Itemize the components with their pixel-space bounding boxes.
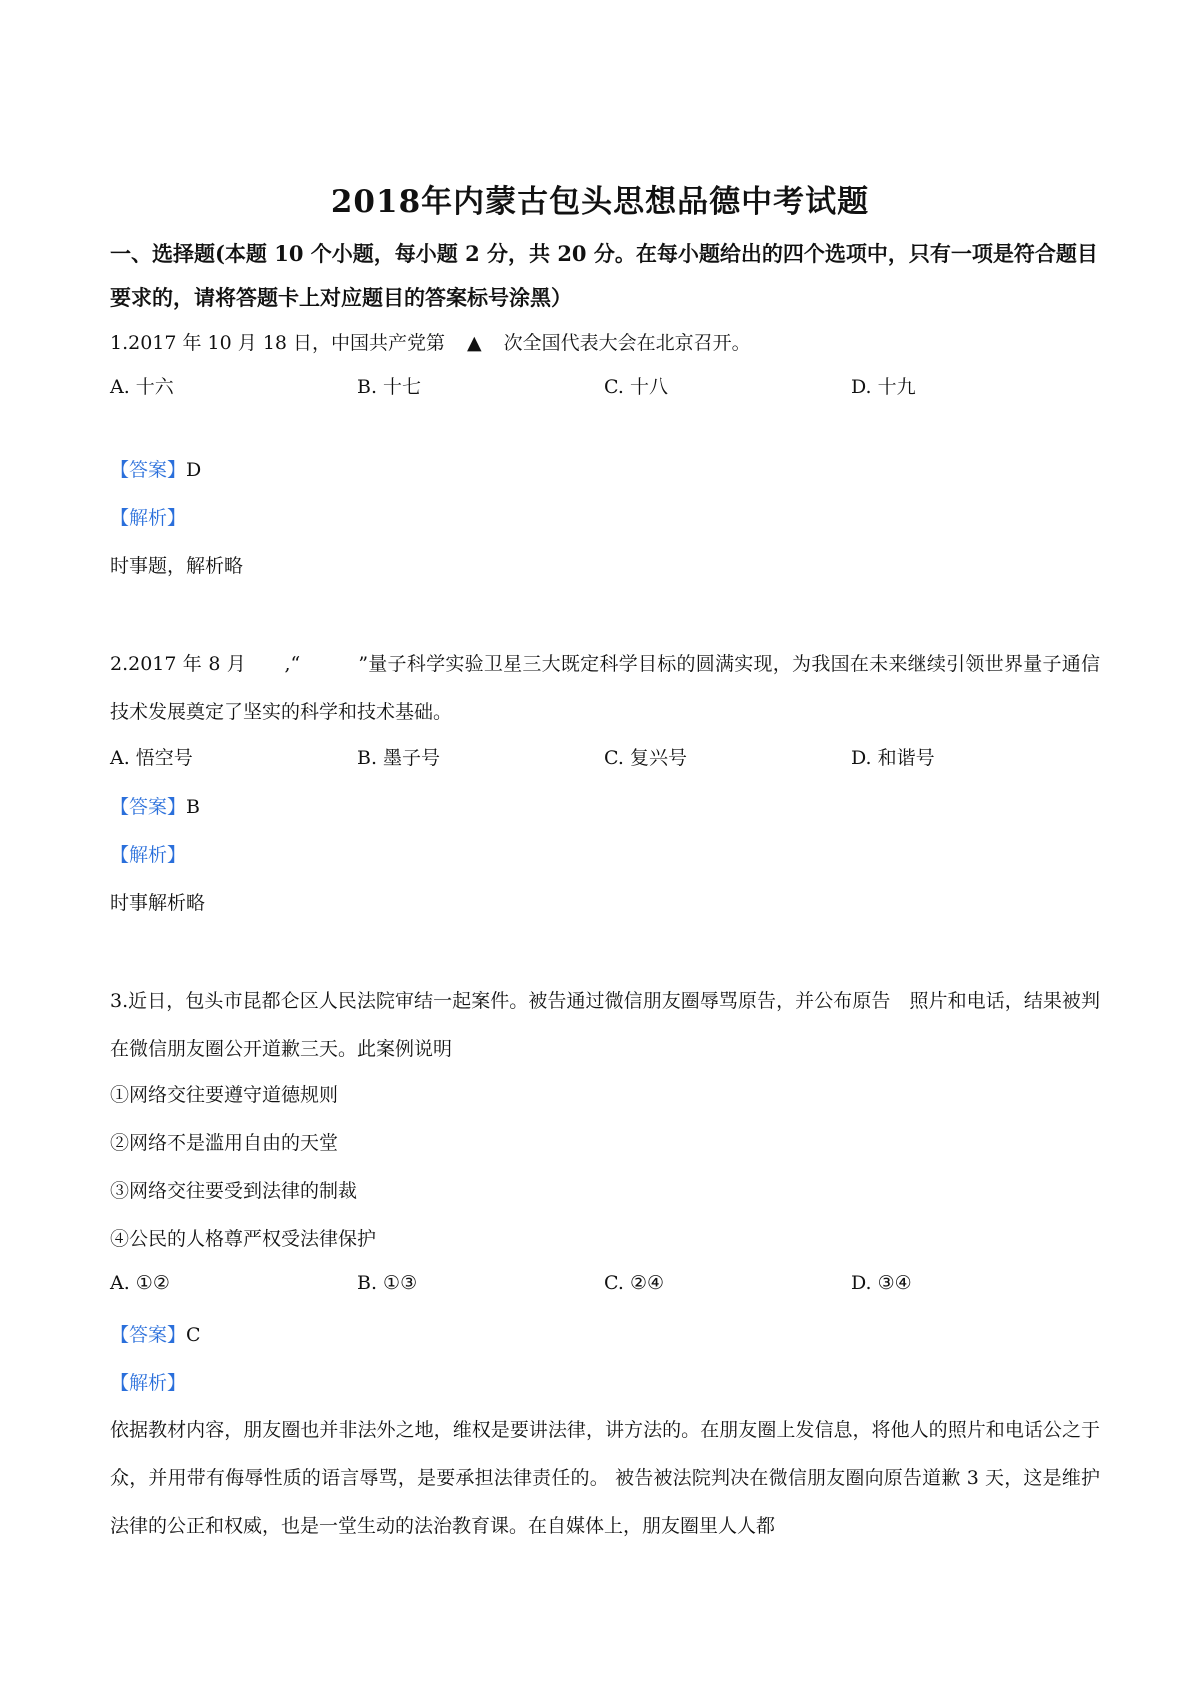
question-1-option-b: B. 十七 [357,376,422,398]
question-2-option-b: B. 墨子号 [357,747,441,769]
answer-tag: 【答案】 [110,796,187,818]
question-3-statement-2: ②网络不是滥用自由的天堂 [110,1132,339,1154]
blank-marker: ▲ [467,332,482,354]
question-1-option-c: C. 十八 [604,376,668,398]
question-1-stem [110,328,751,355]
analysis-tag: 【解析】 [110,844,187,866]
analysis-tag: 【解析】 [110,1372,187,1394]
question-3-statement-4: ④公民的人格尊严权受法律保护 [110,1228,377,1250]
question-1-answer [110,455,201,482]
question-2-answer-value: B [186,796,200,818]
question-1-analysis: 时事题，解析略 [110,555,244,577]
question-3-option-d: D. ③④ [851,1272,912,1294]
question-2-stem: 2.2017 年 8 月 ,“ ”量子科学实验卫星三大既定科学目标的圆满实现，为我国在未来继续引领世界量子通信技术发展奠定了坚实的科学和技术基础。 [110,653,1100,723]
question-1-answer-value: D [186,459,202,481]
question-2-option-a: A. 悟空号 [110,747,193,769]
question-3-answer-value: C [186,1324,201,1346]
question-2-option-d: D. 和谐号 [851,747,935,769]
question-3-option-a: A. ①② [110,1272,170,1294]
question-3-option-c: C. ②④ [604,1272,665,1294]
question-3-analysis: 依据教材内容，朋友圈也并非法外之地，维权是要讲法律，讲方法的。在朋友圈上发信息，将他人的照片和电话公之于众，并用带有侮辱性质的语言辱骂，是要承担法律责任的。 被告被法院判决在微信朋友圈向原告道歉 3 天，这是维护法律的公正和权威，也是一堂生动的法治教育课。在自媒体上，朋友圈里人人都 [110,1419,1100,1537]
question-3-analysis-tag [110,1368,186,1395]
question-1-stem-a: 1.2017 年 10 月 18 日，中国共产党第 [110,332,446,354]
analysis-tag: 【解析】 [110,507,187,529]
question-1-stem-b: 次全国代表大会在北京召开。 [503,332,751,354]
question-2-option-c: C. 复兴号 [604,747,687,769]
question-3-answer [110,1320,201,1347]
answer-tag: 【答案】 [110,1324,187,1346]
question-1-analysis-tag [110,503,186,530]
page-title: 2018年内蒙古包头思想品德中考试题 [330,184,870,220]
question-3-statement-1: ①网络交往要遵守道德规则 [110,1084,339,1106]
section-heading: 一、选择题(本题 10 个小题，每小题 2 分，共 20 分。在每小题给出的四个选项中，只有一项是符合题目要求的，请将答题卡上对应题目的答案标号涂黑） [110,241,1098,310]
question-3-option-b: B. ①③ [357,1272,418,1294]
question-1-option-a: A. 十六 [110,376,174,398]
question-3-statement-3: ③网络交往要受到法律的制裁 [110,1180,358,1202]
question-1-option-d: D. 十九 [851,376,916,398]
question-2-answer [110,792,200,819]
question-3-stem: 3.近日，包头市昆都仑区人民法院审结一起案件。被告通过微信朋友圈辱骂原告，并公布原告 照片和电话，结果被判在微信朋友圈公开道歉三天。此案例说明 [110,990,1100,1060]
answer-tag: 【答案】 [110,459,187,481]
question-2-analysis-tag [110,840,186,867]
question-2-analysis: 时事解析略 [110,892,206,914]
